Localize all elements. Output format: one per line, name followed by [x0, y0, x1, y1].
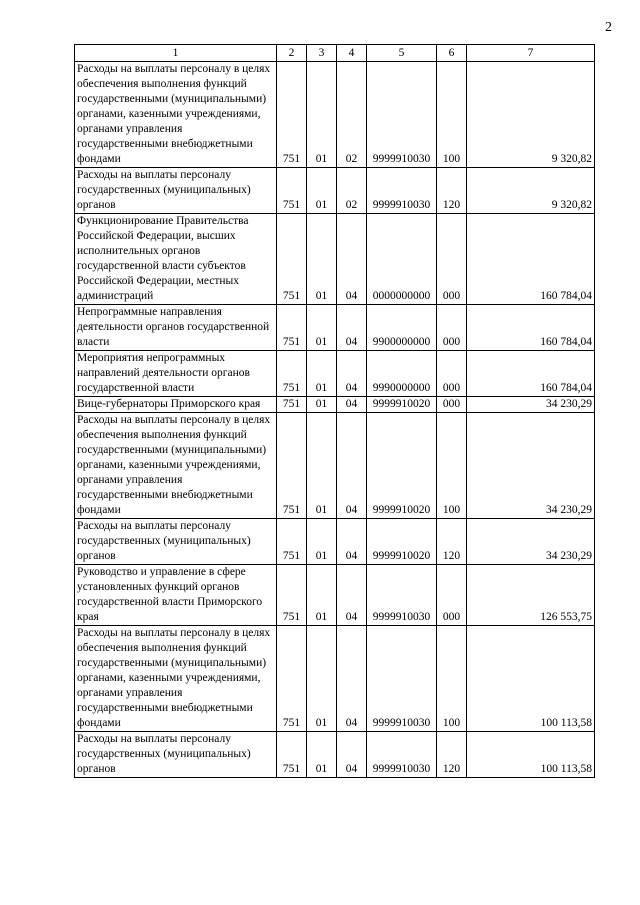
- row-name: Расходы на выплаты персоналу государственных (муниципальных) органов: [75, 732, 277, 778]
- target-article-code: 9999910030: [367, 62, 437, 168]
- row-name: Непрограммные направления деятельности органов государственной власти: [75, 305, 277, 351]
- amount: 9 320,82: [467, 62, 595, 168]
- section-code: 01: [307, 305, 337, 351]
- row-name: Вице-губернаторы Приморского края: [75, 397, 277, 413]
- expense-type-code: 120: [437, 519, 467, 565]
- ved-code: 751: [277, 413, 307, 519]
- section-code: 01: [307, 413, 337, 519]
- subsection-code: 04: [337, 351, 367, 397]
- header-col-6: 6: [437, 45, 467, 62]
- header-col-2: 2: [277, 45, 307, 62]
- amount: 126 553,75: [467, 565, 595, 626]
- ved-code: 751: [277, 626, 307, 732]
- header-col-3: 3: [307, 45, 337, 62]
- subsection-code: 04: [337, 214, 367, 305]
- section-code: 01: [307, 397, 337, 413]
- table-row: [75, 626, 595, 732]
- target-article-code: 9999910030: [367, 565, 437, 626]
- subsection-code: 04: [337, 305, 367, 351]
- header-row: [75, 45, 595, 62]
- expense-type-code: 120: [437, 168, 467, 214]
- ved-code: 751: [277, 351, 307, 397]
- subsection-code: 04: [337, 397, 367, 413]
- table-row: [75, 305, 595, 351]
- section-code: 01: [307, 214, 337, 305]
- row-name: Мероприятия непрограммных направлений деятельности органов государственной власти: [75, 351, 277, 397]
- ved-code: 751: [277, 519, 307, 565]
- target-article-code: 9999910020: [367, 413, 437, 519]
- expense-type-code: 000: [437, 565, 467, 626]
- target-article-code: 9999910030: [367, 732, 437, 778]
- subsection-code: 04: [337, 626, 367, 732]
- header-col-7: 7: [467, 45, 595, 62]
- expense-type-code: 100: [437, 626, 467, 732]
- section-code: 01: [307, 732, 337, 778]
- header-col-1: 1: [75, 45, 277, 62]
- ved-code: 751: [277, 168, 307, 214]
- section-code: 01: [307, 626, 337, 732]
- expense-type-code: 000: [437, 397, 467, 413]
- target-article-code: 9999910030: [367, 626, 437, 732]
- table-row: [75, 214, 595, 305]
- ved-code: 751: [277, 62, 307, 168]
- row-name: Функционирование Правительства Российской Федерации, высших исполнительных органов государственной власти субъектов Российской Федерации, местных администраций: [75, 214, 277, 305]
- section-code: 01: [307, 62, 337, 168]
- amount: 34 230,29: [467, 413, 595, 519]
- row-name: Расходы на выплаты персоналу в целях обеспечения выполнения функций государственными (муниципальными) органами, казенными учреждениями, органами управления государственными внебюджетными фондами: [75, 413, 277, 519]
- row-name: Расходы на выплаты персоналу государственных (муниципальных) органов: [75, 168, 277, 214]
- subsection-code: 02: [337, 62, 367, 168]
- header-col-4: 4: [337, 45, 367, 62]
- ved-code: 751: [277, 565, 307, 626]
- amount: 100 113,58: [467, 626, 595, 732]
- section-code: 01: [307, 565, 337, 626]
- amount: 160 784,04: [467, 214, 595, 305]
- amount: 9 320,82: [467, 168, 595, 214]
- page-number: 2: [605, 20, 612, 35]
- subsection-code: 02: [337, 168, 367, 214]
- row-name: Расходы на выплаты персоналу государственных (муниципальных) органов: [75, 519, 277, 565]
- ved-code: 751: [277, 397, 307, 413]
- target-article-code: 9990000000: [367, 351, 437, 397]
- section-code: 01: [307, 351, 337, 397]
- target-article-code: 0000000000: [367, 214, 437, 305]
- table-row: [75, 565, 595, 626]
- amount: 100 113,58: [467, 732, 595, 778]
- row-name: Руководство и управление в сфере установленных функций органов государственной власти Приморского края: [75, 565, 277, 626]
- expense-type-code: 000: [437, 351, 467, 397]
- ved-code: 751: [277, 214, 307, 305]
- ved-code: 751: [277, 732, 307, 778]
- row-name: Расходы на выплаты персоналу в целях обеспечения выполнения функций государственными (муниципальными) органами, казенными учреждениями, органами управления государственными внебюджетными фондами: [75, 626, 277, 732]
- amount: 34 230,29: [467, 397, 595, 413]
- expense-type-code: 100: [437, 62, 467, 168]
- table-row: [75, 351, 595, 397]
- table-row: [75, 732, 595, 778]
- subsection-code: 04: [337, 732, 367, 778]
- target-article-code: 9999910030: [367, 168, 437, 214]
- subsection-code: 04: [337, 413, 367, 519]
- expense-type-code: 100: [437, 413, 467, 519]
- target-article-code: 9999910020: [367, 397, 437, 413]
- expense-type-code: 000: [437, 305, 467, 351]
- subsection-code: 04: [337, 565, 367, 626]
- table-row: [75, 413, 595, 519]
- target-article-code: 9999910020: [367, 519, 437, 565]
- header-col-5: 5: [367, 45, 437, 62]
- table-row: [75, 168, 595, 214]
- expense-type-code: 000: [437, 214, 467, 305]
- ved-code: 751: [277, 305, 307, 351]
- amount: 160 784,04: [467, 305, 595, 351]
- table-row: [75, 397, 595, 413]
- target-article-code: 9900000000: [367, 305, 437, 351]
- section-code: 01: [307, 168, 337, 214]
- section-code: 01: [307, 519, 337, 565]
- table-row: [75, 519, 595, 565]
- budget-table: [74, 44, 595, 778]
- amount: 34 230,29: [467, 519, 595, 565]
- row-name: Расходы на выплаты персоналу в целях обеспечения выполнения функций государственными (муниципальными) органами, казенными учреждениями, органами управления государственными внебюджетными фондами: [75, 62, 277, 168]
- table-row: [75, 62, 595, 168]
- expense-type-code: 120: [437, 732, 467, 778]
- amount: 160 784,04: [467, 351, 595, 397]
- subsection-code: 04: [337, 519, 367, 565]
